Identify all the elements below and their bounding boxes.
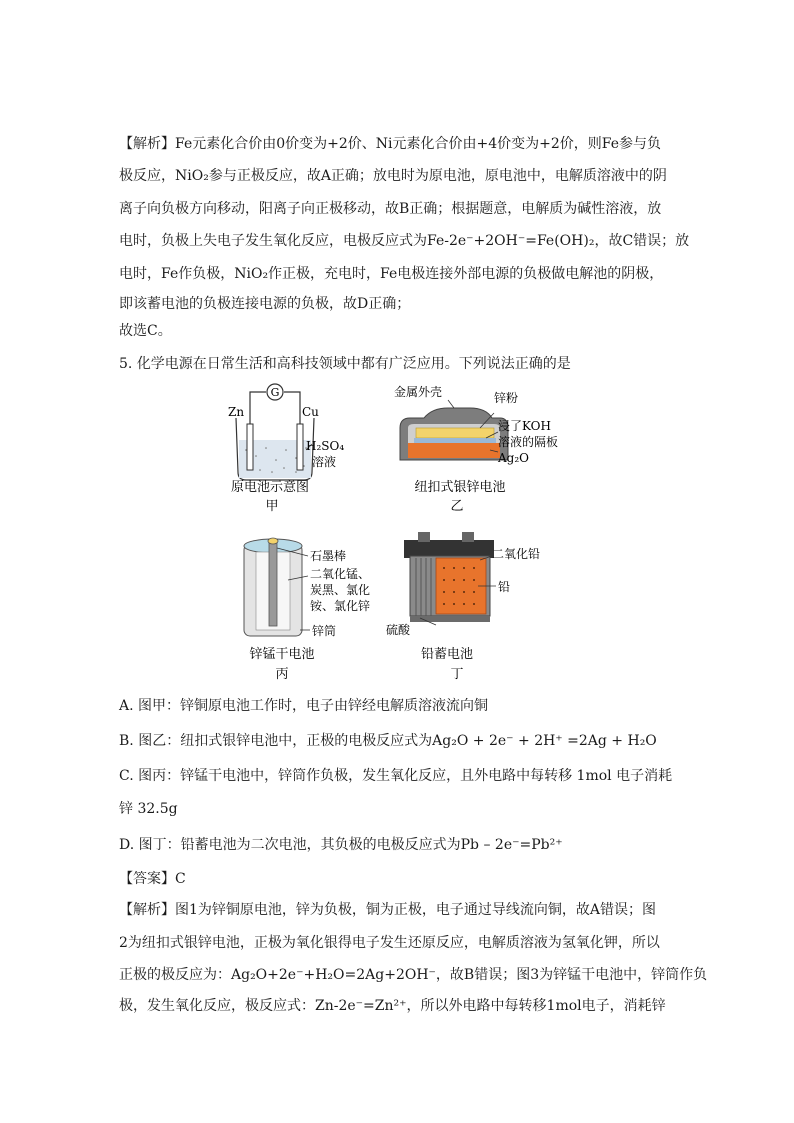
mix-label-1: 二氧化锰、: [310, 567, 371, 581]
option-d: D. 图丁：铅蓄电池为二次电池，其负极的电极反应式为Pb – 2e⁻=Pb²⁺: [119, 837, 563, 853]
figure-panel: [0, 380, 794, 720]
zinc-powder-layer: [416, 428, 494, 438]
analysis-line: 【解析】Fe元素化合价由0价变为+2价、Ni元素化合价由+4价变为+2价，则Fe参与负: [119, 136, 662, 152]
pb-label: 铅: [498, 580, 511, 594]
wire: [284, 392, 300, 428]
separator-label-1: 浸了KOH: [498, 419, 551, 433]
answer-line: 【答案】C: [119, 871, 186, 887]
analysis-line: 正极的极反应为：Ag₂O+2e⁻+H₂O=2Ag+2OH⁻，故B错误；图3为锌锰干电池中，锌筒作负: [119, 967, 708, 983]
graphite-rod: [269, 542, 277, 626]
mix-label-2: 炭黑、氯化: [310, 583, 371, 597]
copper-electrode: [297, 424, 303, 470]
figure-yi: [394, 384, 558, 514]
figure-bing-tag: 丙: [275, 667, 289, 682]
rod-label: 石墨棒: [310, 549, 347, 563]
analysis-line: 即该蓄电池的负极连接电源的负极，故D正确；: [119, 296, 411, 312]
figure-jia: [228, 384, 344, 514]
solution-label-1: H₂SO₄: [306, 439, 345, 453]
figure-bing: [244, 538, 370, 682]
option-b: B. 图乙：纽扣式银锌电池中，正极的电极反应式为Ag₂O + 2e⁻ + 2H⁺ =2Ag + H₂O: [119, 733, 657, 749]
analysis-line: 极反应，NiO₂参与正极反应，故A正确；放电时为原电池，原电池中，电解质溶液中的阴: [119, 168, 667, 184]
analysis-line: 【解析】图1为锌铜原电池，锌为负极，铜为正极，电子通过导线流向铜，故A错误；图: [119, 902, 657, 918]
galvanometer-label: G: [270, 386, 280, 399]
zinc-electrode: [247, 424, 253, 470]
pbo2-label: 二氧化铅: [492, 547, 541, 561]
option-a: A. 图甲：锌铜原电池工作时，电子由锌经电解质溶液流向铜: [119, 698, 489, 714]
solution-label-2: 溶液: [312, 455, 337, 469]
zinc-can-label: 锌筒: [312, 624, 337, 638]
zinc-powder-label: 锌粉: [494, 391, 519, 405]
analysis-line: 离子向负极方向移动，阳离子向正极移动，故B正确；根据题意，电解质为碱性溶液，放: [119, 201, 662, 217]
figure-jia-title: 原电池示意图: [230, 480, 310, 495]
figure-yi-tag: 乙: [450, 499, 464, 514]
figure-jia-tag: 甲: [265, 499, 279, 514]
terminal: [418, 532, 430, 542]
separator-label-2: 溶液的隔板: [498, 435, 559, 449]
analysis-line: 电时，Fe作负极，NiO₂作正极，充电时，Fe电极连接外部电源的负极做电解池的阴极，: [119, 266, 664, 282]
leader-line: [448, 400, 454, 408]
figure-ding-tag: 丁: [450, 667, 464, 682]
analysis-line: 2为纽扣式银锌电池，正极为氧化银得电子发生还原反应，电解质溶液为氢氧化钾，所以: [119, 935, 660, 951]
ag2o-layer: [408, 443, 500, 458]
question-stem: 5. 化学电源在日常生活和高科技领域中都有广泛应用。下列说法正确的是: [119, 356, 571, 372]
separator-layer: [414, 438, 496, 443]
figure-ding: [386, 532, 540, 682]
analysis-line: 故选C。: [119, 323, 172, 339]
analysis-line: 极，发生氧化反应，极反应式：Zn-2e⁻=Zn²⁺，所以外电路中每转移1mol电子，消耗锌: [119, 998, 666, 1014]
figure-bing-title: 锌锰干电池: [249, 647, 315, 662]
option-c-line1: C. 图丙：锌锰干电池中，锌筒作负极，发生氧化反应，且外电路中每转移 1mol 电子消耗: [119, 768, 673, 784]
cu-label: Cu: [302, 405, 319, 419]
rod-cap: [268, 538, 278, 544]
figure-yi-title: 纽扣式银锌电池: [414, 480, 506, 495]
wire: [250, 392, 266, 428]
battery-top: [404, 540, 494, 558]
acid-label: 硫酸: [386, 623, 411, 637]
zn-label: Zn: [228, 405, 245, 419]
ag2o-label: Ag₂O: [498, 451, 529, 465]
analysis-line: 电时，负极上失电子发生氧化反应，电极反应式为Fe-2e⁻+2OH⁻=Fe(OH)₂，故C错误；放: [119, 233, 690, 249]
mix-label-3: 铵、氯化锌: [310, 599, 371, 613]
option-c-line2: 锌 32.5g: [119, 801, 178, 817]
figure-ding-title: 铅蓄电池: [420, 647, 474, 662]
terminal: [462, 532, 474, 542]
shell-label: 金属外壳: [394, 385, 443, 399]
